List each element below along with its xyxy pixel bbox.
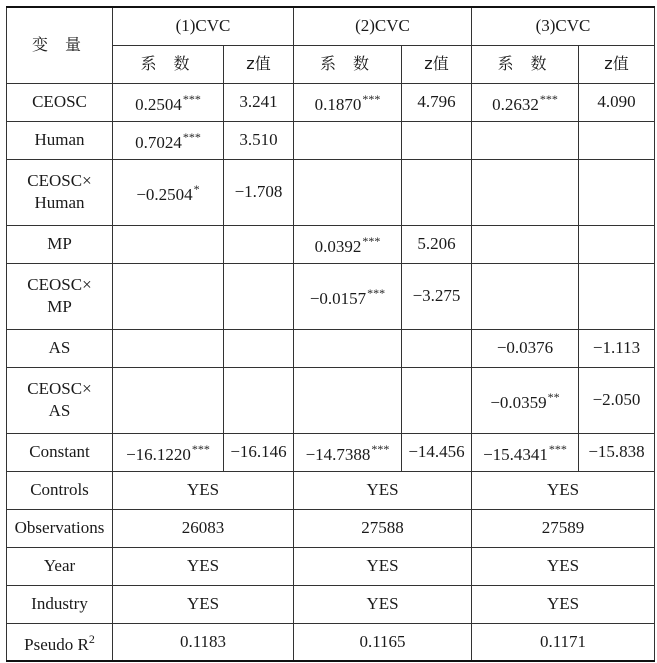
empty-cell [472, 263, 579, 329]
coef-cell [294, 83, 402, 121]
empty-cell [579, 159, 655, 225]
z-value: −15.838 [579, 433, 655, 471]
coef-cell [472, 329, 579, 367]
row-label-line2: MP [47, 297, 72, 316]
row-as [7, 329, 655, 367]
empty-cell [402, 159, 472, 225]
z-value: 3.241 [224, 83, 294, 121]
row-industry [7, 585, 655, 623]
row-observations [7, 509, 655, 547]
coef-value: −14.7388 [305, 445, 371, 464]
row-label-line1: CEOSC× [27, 379, 92, 398]
row-label [7, 159, 113, 225]
model-2-value: 27588 [294, 509, 472, 547]
model-1-value: YES [113, 471, 294, 509]
z-header-1: z值 [224, 45, 294, 83]
model-1-value: YES [113, 547, 294, 585]
coef-cell [294, 225, 402, 263]
empty-cell [294, 367, 402, 433]
superscript-2: 2 [88, 631, 95, 646]
empty-cell [294, 121, 402, 159]
row-mp [7, 225, 655, 263]
coef-header-2: 系 数 [294, 45, 402, 83]
z-header-2: z值 [402, 45, 472, 83]
coef-cell [472, 367, 579, 433]
empty-cell [472, 121, 579, 159]
empty-cell [472, 225, 579, 263]
row-label: CEOSC [7, 83, 113, 121]
model-3-value: YES [472, 547, 655, 585]
row-ceosc-as [7, 367, 655, 433]
model-1-value: 0.1183 [113, 623, 294, 661]
model-1-value: 26083 [113, 509, 294, 547]
model-2-value: YES [294, 585, 472, 623]
significance-stars: *** [362, 234, 381, 248]
significance-stars: *** [371, 442, 390, 456]
coef-value: 0.0392 [314, 237, 362, 256]
row-label: MP [7, 225, 113, 263]
significance-stars: *** [367, 286, 386, 300]
empty-cell [579, 121, 655, 159]
empty-cell [402, 367, 472, 433]
row-label: Year [7, 547, 113, 585]
model-3-value: YES [472, 471, 655, 509]
row-year [7, 547, 655, 585]
row-label: Constant [7, 433, 113, 471]
coef-cell [113, 433, 224, 471]
z-value: −2.050 [579, 367, 655, 433]
coef-cell [472, 433, 579, 471]
z-value: 5.206 [402, 225, 472, 263]
coef-cell [113, 159, 224, 225]
significance-stars: *** [539, 92, 558, 106]
row-controls [7, 471, 655, 509]
coef-value: 0.2632 [492, 95, 539, 114]
z-value: 4.796 [402, 83, 472, 121]
variable-header: 变 量 [7, 7, 113, 83]
empty-cell [113, 367, 224, 433]
model-2-value: YES [294, 547, 472, 585]
significance-stars: ** [547, 390, 560, 404]
empty-cell [579, 263, 655, 329]
coef-value: −0.0359 [490, 393, 547, 412]
empty-cell [224, 367, 294, 433]
coef-value: 0.1870 [314, 95, 362, 114]
row-label-line2: Human [34, 193, 85, 212]
z-value: −1.113 [579, 329, 655, 367]
z-header-3: z值 [579, 45, 655, 83]
z-value: 4.090 [579, 83, 655, 121]
row-ceosc [7, 83, 655, 121]
empty-cell [224, 225, 294, 263]
significance-stars: *** [362, 92, 381, 106]
header-row-models [7, 7, 655, 45]
row-ceosc-human [7, 159, 655, 225]
model-3-value: 27589 [472, 509, 655, 547]
row-label: AS [7, 329, 113, 367]
model-1-value: YES [113, 585, 294, 623]
row-label [7, 367, 113, 433]
row-label: Human [7, 121, 113, 159]
coef-cell [294, 433, 402, 471]
z-value: −14.456 [402, 433, 472, 471]
empty-cell [224, 329, 294, 367]
row-label [7, 263, 113, 329]
empty-cell [224, 263, 294, 329]
row-constant [7, 433, 655, 471]
row-human [7, 121, 655, 159]
row-label: Controls [7, 471, 113, 509]
empty-cell [113, 225, 224, 263]
coef-cell [472, 83, 579, 121]
coef-value: −16.1220 [126, 445, 191, 464]
coef-cell [113, 83, 224, 121]
empty-cell [579, 225, 655, 263]
coef-value: −0.2504 [136, 185, 193, 204]
empty-cell [113, 263, 224, 329]
coef-header-1: 系 数 [113, 45, 224, 83]
empty-cell [402, 121, 472, 159]
empty-cell [294, 159, 402, 225]
model-3-value: YES [472, 585, 655, 623]
empty-cell [472, 159, 579, 225]
row-label-line2: AS [48, 401, 71, 420]
row-pseudo-r2 [7, 623, 655, 661]
empty-cell [294, 329, 402, 367]
row-ceosc-mp [7, 263, 655, 329]
model-2-value: 0.1165 [294, 623, 472, 661]
z-value: 3.510 [224, 121, 294, 159]
model-2-value: YES [294, 471, 472, 509]
coef-value: −0.0157 [309, 289, 367, 308]
z-value: −3.275 [402, 263, 472, 329]
model-3-value: 0.1171 [472, 623, 655, 661]
model-1-header: (1)CVC [113, 7, 294, 45]
coef-header-3: 系 数 [472, 45, 579, 83]
empty-cell [402, 329, 472, 367]
coef-value: 0.7024 [135, 133, 182, 152]
model-2-header: (2)CVC [294, 7, 472, 45]
row-label: Industry [7, 585, 113, 623]
significance-stars: *** [182, 92, 201, 106]
row-label-line1: CEOSC× [27, 275, 92, 294]
coef-cell [113, 121, 224, 159]
significance-stars: *** [182, 130, 201, 144]
coef-cell [294, 263, 402, 329]
model-3-header: (3)CVC [472, 7, 655, 45]
row-label: Observations [7, 509, 113, 547]
row-label-text: Pseudo R [24, 634, 89, 654]
coef-value: 0.2504 [135, 95, 182, 114]
significance-stars: * [193, 182, 200, 196]
z-value: −1.708 [224, 159, 294, 225]
coef-value: −15.4341 [483, 445, 548, 464]
significance-stars: *** [191, 442, 210, 456]
row-label [7, 623, 113, 661]
regression-table [6, 6, 655, 662]
significance-stars: *** [548, 442, 567, 456]
row-label-line1: CEOSC× [27, 171, 92, 190]
z-value: −16.146 [224, 433, 294, 471]
empty-cell [113, 329, 224, 367]
coef-value: −0.0376 [496, 338, 554, 357]
